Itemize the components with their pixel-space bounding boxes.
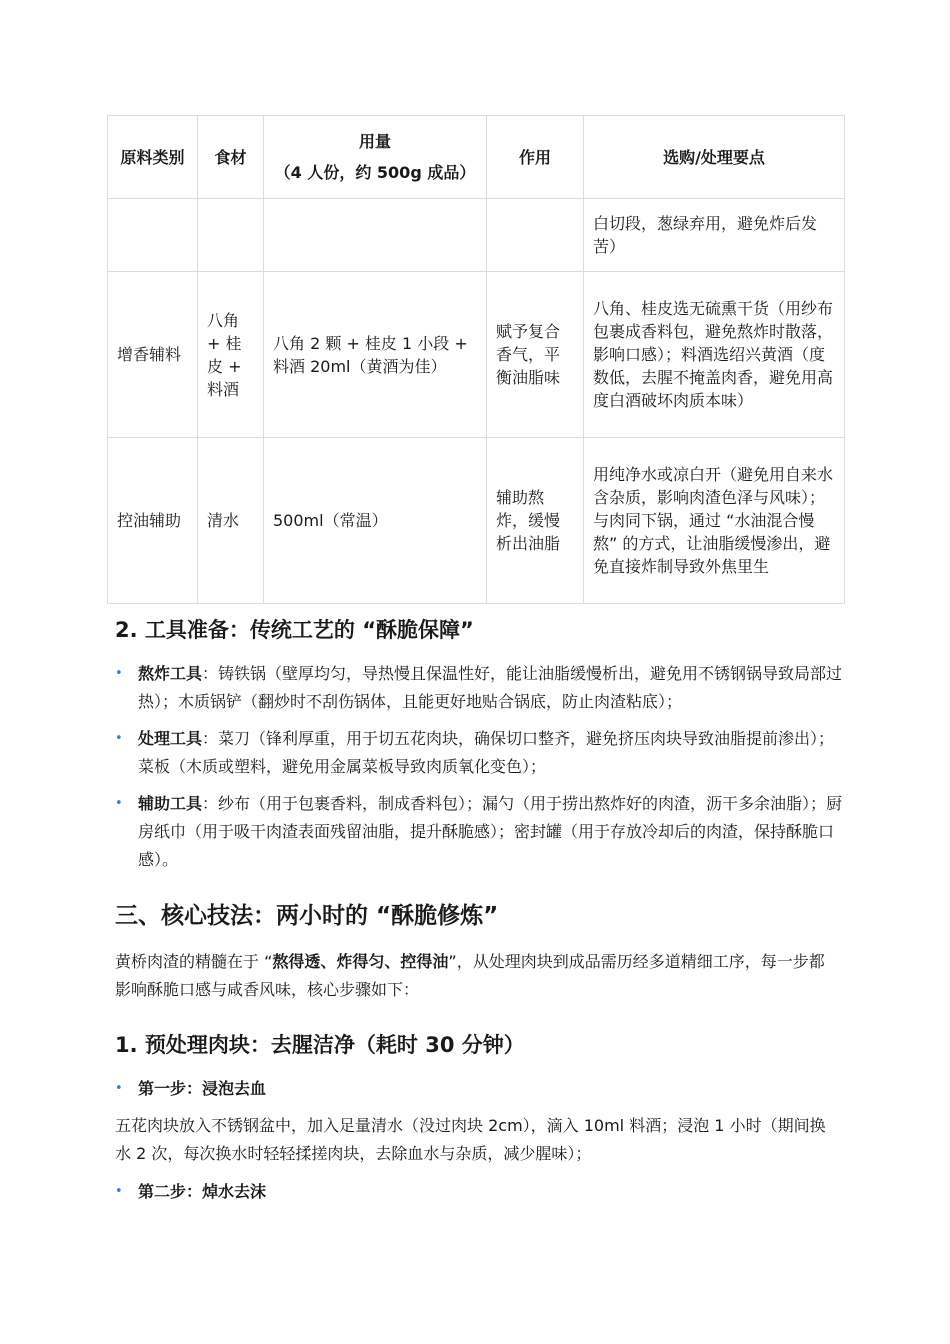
header-category: 原料类别 (108, 116, 198, 199)
cell-category: 控油辅助 (108, 438, 198, 604)
step2-label: 第二步：焯水去沫 (138, 1182, 267, 1201)
list-item-body: ：铸铁锅（壁厚均匀，导热慢且保温性好，能让油脂缓慢析出，避免用不锈钢锅导致局部过热）；木质锅铲（翻炒时不刮伤锅体，且能更好地贴合锅底，防止肉渣粘底）； (138, 664, 843, 711)
header-amount-line2: （4 人份，约 500g 成品） (274, 163, 476, 182)
header-tips: 选购/处理要点 (584, 116, 845, 199)
cell-tips: 八角、桂皮选无硫熏干货（用纱布包裹成香料包，避免熬炸时散落，影响口感）；料酒选绍兴黄酒（度数低，去腥不掩盖肉香，避免用高度白酒破坏肉质本味） (584, 272, 845, 438)
list-item (115, 790, 845, 874)
table-header-row (108, 116, 845, 199)
bullet-dot-icon: • (115, 796, 123, 811)
bullet-dot-icon: • (115, 1184, 123, 1199)
core-intro-after: ”，从处理肉块到成品需历经多道精细工序，每一步都影响酥脆口感与咸香风味，核心步骤如下： (115, 952, 825, 999)
cell-tips: 用纯净水或凉白开（避免用自来水含杂质，影响肉渣色泽与风味）；与肉同下锅，通过 “水油混合慢熬” 的方式，让油脂缓慢渗出，避免直接炸制导致外焦里生 (584, 438, 845, 604)
list-item-text (138, 660, 845, 716)
step1-label: 第一步：浸泡去血 (138, 1079, 267, 1098)
list-item (115, 1178, 845, 1206)
list-item-lead: 熬炸工具 (138, 664, 203, 683)
ingredient-table (107, 115, 845, 604)
table-row (108, 199, 845, 272)
core-intro-before: 黄桥肉渣的精髓在于 “ (115, 952, 273, 971)
list-item (115, 1075, 845, 1103)
table-row (108, 438, 845, 604)
cell-amount: 八角 2 颗 + 桂皮 1 小段 + 料酒 20ml（黄酒为佳） (264, 272, 487, 438)
cell-amount: 500ml（常温） (264, 438, 487, 604)
tools-section-title: 2. 工具准备：传统工艺的 “酥脆保障” (115, 618, 474, 642)
prep-section-title: 1. 预处理肉块：去腥洁净（耗时 30 分钟） (115, 1033, 525, 1057)
cell-category: 增香辅料 (108, 272, 198, 438)
bullet-dot-icon: • (115, 1081, 123, 1096)
list-item-lead: 处理工具 (138, 729, 203, 748)
core-intro-highlight: 熬得透、炸得匀、控得油 (272, 952, 449, 971)
list-item (115, 660, 845, 716)
cell-ingredient: 八角 + 桂皮 + 料酒 (198, 272, 264, 438)
cell-category (108, 199, 198, 272)
cell-purpose: 赋予复合香气，平衡油脂味 (487, 272, 584, 438)
list-item-body: ：纱布（用于包裹香料，制成香料包）；漏勺（用于捞出熬炸好的肉渣，沥干多余油脂）；厨房纸巾（用于吸干肉渣表面残留油脂，提升酥脆感）；密封罐（用于存放冷却后的肉渣，保持酥脆口感）。 (138, 794, 843, 869)
cell-tips: 白切段，葱绿弃用，避免炸后发苦） (584, 199, 845, 272)
cell-purpose (487, 199, 584, 272)
bullet-dot-icon: • (115, 666, 123, 681)
header-purpose: 作用 (487, 116, 584, 199)
cell-amount (264, 199, 487, 272)
list-item (115, 725, 845, 781)
cell-ingredient: 清水 (198, 438, 264, 604)
table-row (108, 272, 845, 438)
core-intro-paragraph (115, 948, 840, 1004)
header-ingredient: 食材 (198, 116, 264, 199)
step1-paragraph: 五花肉块放入不锈钢盆中，加入足量清水（没过肉块 2cm），滴入 10ml 料酒；浸泡 1 小时（期间换水 2 次，每次换水时轻轻揉搓肉块，去除血水与杂质，减少腥味）； (115, 1116, 826, 1163)
header-amount-line1: 用量 (358, 132, 391, 151)
cell-ingredient (198, 199, 264, 272)
bullet-dot-icon: • (115, 731, 123, 746)
list-item-body: ：菜刀（锋利厚重，用于切五花肉块，确保切口整齐，避免挤压肉块导致油脂提前渗出）；菜板（木质或塑料，避免用金属菜板导致肉质氧化变色）； (138, 729, 835, 776)
header-amount (264, 116, 487, 199)
list-item-lead: 辅助工具 (138, 794, 203, 813)
cell-purpose: 辅助熬炸，缓慢析出油脂 (487, 438, 584, 604)
list-item-text (138, 725, 845, 781)
core-section-title: 三、核心技法：两小时的 “酥脆修炼” (115, 903, 499, 929)
list-item-text (138, 790, 845, 874)
